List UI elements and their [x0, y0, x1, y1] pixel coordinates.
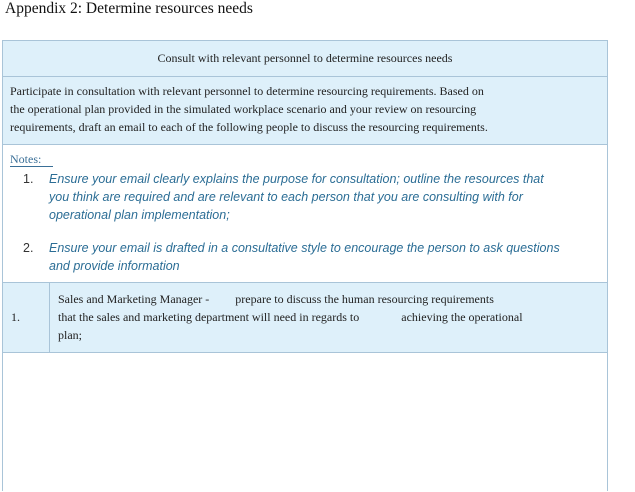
item-text-segment: that the sales and marketing department will need in regards to	[58, 310, 360, 324]
item-line: plan;	[58, 328, 82, 342]
note-line: Ensure your email clearly explains the purpose for consultation; outline the resources that	[49, 172, 544, 186]
resources-table	[2, 40, 608, 491]
item-number: 1.	[11, 310, 20, 324]
note-line: you think are required and are relevant to each person that you are consulting with for	[49, 190, 523, 204]
note-item	[23, 170, 603, 224]
item-line	[58, 290, 598, 308]
note-number: 1.	[23, 172, 34, 186]
note-item	[23, 239, 603, 275]
note-line: Ensure your email is drafted in a consultative style to encourage the person to ask questions	[49, 241, 560, 255]
instructions-line: Participate in consultation with relevant personnel to determine resourcing requirements. Based on	[10, 84, 484, 98]
page-heading: Appendix 2: Determine resources needs	[5, 0, 253, 17]
notes-cell	[3, 145, 607, 283]
table-title: Consult with relevant personnel to determine resources needs	[3, 41, 607, 77]
notes-label: Notes:	[10, 152, 53, 167]
table-row	[3, 283, 607, 353]
item-line	[58, 308, 598, 326]
instructions-cell	[3, 77, 607, 145]
instructions-line: the operational plan provided in the simulated workplace scenario and your review on resourcing	[10, 102, 477, 116]
response-cell[interactable]	[3, 353, 607, 492]
instructions-line: requirements, draft an email to each of the following people to discuss the resourcing requirements.	[10, 120, 488, 134]
item-number-cell	[3, 283, 50, 352]
note-number: 2.	[23, 241, 34, 255]
item-text-segment: achieving the operational	[401, 310, 523, 324]
note-line: and provide information	[49, 259, 180, 273]
note-line: operational plan implementation;	[49, 208, 230, 222]
item-text-segment: Sales and Marketing Manager -	[58, 292, 210, 306]
item-text-segment: prepare to discuss the human resourcing requirements	[235, 292, 494, 306]
item-text-cell	[58, 290, 598, 344]
